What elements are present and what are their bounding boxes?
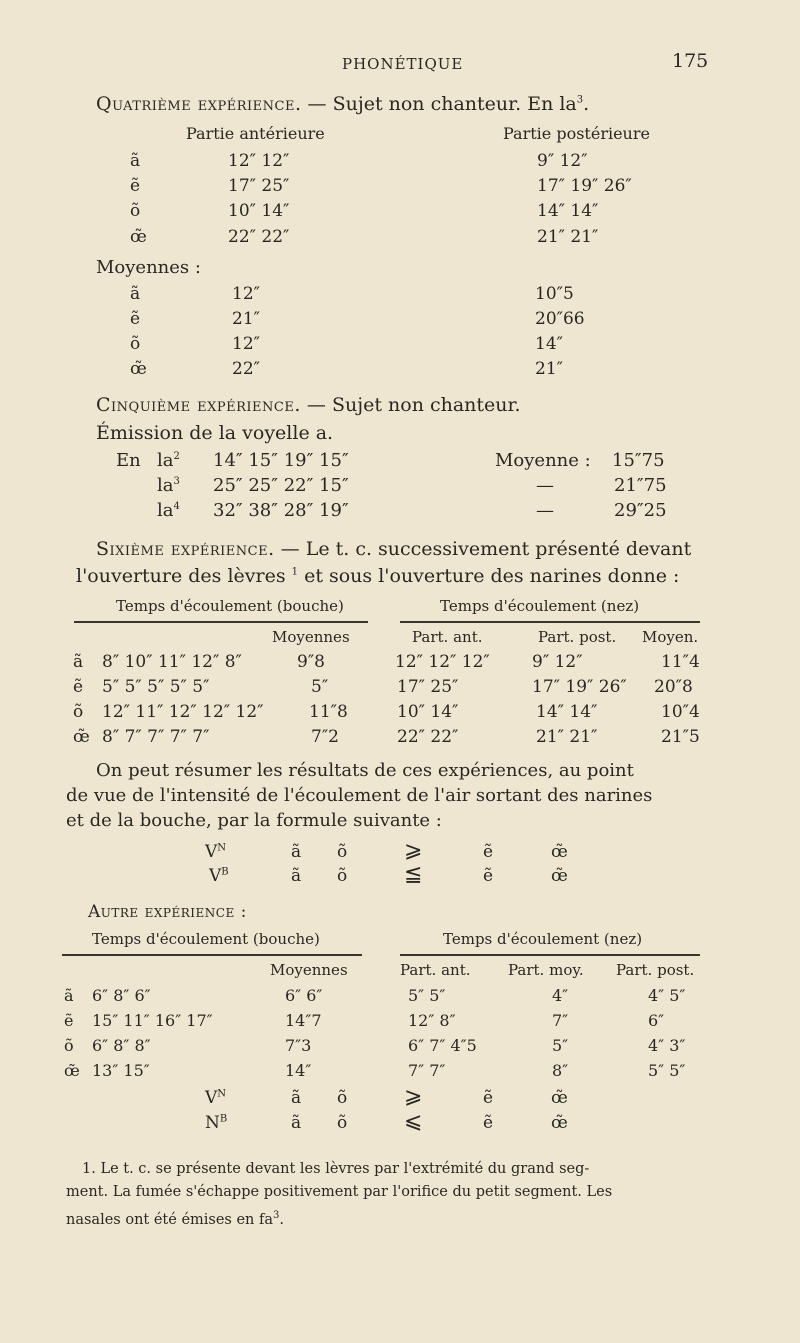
exp4-post: 21″ 21″ bbox=[537, 227, 599, 247]
autre-bouche-moy: 6″ 6″ bbox=[285, 986, 323, 1005]
exp5-moy: 29″25 bbox=[614, 500, 667, 521]
formula-vowel: õ bbox=[337, 1088, 348, 1108]
exp6-title-sc: Sixième expérience. bbox=[96, 538, 275, 560]
autre-nez-ant: 7″ 7″ bbox=[408, 1061, 446, 1080]
moy-ant: 22″ bbox=[232, 359, 260, 379]
exp5-note bbox=[157, 450, 180, 471]
brace-rule bbox=[62, 954, 362, 956]
formula-index: B bbox=[219, 1113, 228, 1125]
formula-operator: ⩾ bbox=[404, 838, 423, 863]
exp6-bouche-moy: 7″2 bbox=[311, 727, 339, 747]
autre-nez-post: 6″ bbox=[648, 1011, 665, 1030]
exp4-col-post: Partie postérieure bbox=[503, 124, 650, 143]
moy-ant: 12″ bbox=[232, 284, 260, 304]
exp6-line2b: et sous l'ouverture des narines donne : bbox=[298, 565, 680, 587]
exp6-sub-post: Part. post. bbox=[538, 628, 617, 646]
formula-vowel: ẽ bbox=[483, 842, 494, 862]
exp6-nez-post: 21″ 21″ bbox=[536, 727, 598, 747]
formula-vowel: õ bbox=[337, 842, 348, 862]
exp6-nez-ant: 12″ 12″ 12″ bbox=[395, 652, 490, 672]
autre-nez-pmoy: 5″ bbox=[552, 1036, 569, 1055]
formula-vowel: œ̃ bbox=[551, 1088, 568, 1108]
autre-bouche-moy: 7″3 bbox=[285, 1036, 312, 1055]
footnote-line: ment. La fumée s'échappe positivement par l'orifice du petit segment. Les bbox=[66, 1184, 613, 1200]
page-number: 175 bbox=[672, 50, 709, 72]
exp5-moy-label: Moyenne : bbox=[495, 450, 591, 471]
autre-vowel: ẽ bbox=[64, 1011, 74, 1030]
exp6-sub-moyen: Moyen. bbox=[642, 628, 699, 646]
exp5-en: En bbox=[116, 450, 141, 471]
autre-nez-ant: 5″ 5″ bbox=[408, 986, 446, 1005]
moy-vowel: ã bbox=[130, 284, 141, 304]
exp6-nez-moy: 20″8 bbox=[654, 677, 693, 697]
formula-vowel: œ̃ bbox=[551, 1113, 568, 1133]
autre-bouche-moy: 14″ bbox=[285, 1061, 312, 1080]
autre-nez-pmoy: 7″ bbox=[552, 1011, 569, 1030]
moy-ant: 21″ bbox=[232, 309, 260, 329]
moy-ant: 12″ bbox=[232, 334, 260, 354]
exp5-note-octave: 3 bbox=[173, 476, 180, 487]
exp4-post: 14″ 14″ bbox=[537, 201, 599, 221]
autre-nez-ant: 6″ 7″ 4″5 bbox=[408, 1036, 477, 1055]
formula-vowel: õ bbox=[337, 1113, 348, 1133]
summary-line: On peut résumer les résultats de ces expériences, au point bbox=[96, 760, 634, 781]
summary-line: et de la bouche, par la formule suivante : bbox=[66, 810, 442, 831]
running-header: PHONÉTIQUE bbox=[342, 55, 464, 73]
exp6-bouche-moy: 11″8 bbox=[309, 702, 348, 722]
formula-vowel: œ̃ bbox=[551, 866, 568, 886]
formula-vowel: õ bbox=[337, 866, 348, 886]
exp6-nez-post: 9″ 12″ bbox=[532, 652, 583, 672]
footnote-end: . bbox=[279, 1211, 285, 1228]
autre-vowel: ã bbox=[64, 986, 74, 1005]
exp4-title-rest: — Sujet non chanteur. En la bbox=[301, 93, 577, 115]
exp5-title-rest: — Sujet non chanteur. bbox=[300, 394, 521, 416]
exp5-moy: 15″75 bbox=[612, 450, 665, 471]
exp6-nez-post: 14″ 14″ bbox=[536, 702, 598, 722]
autre-sub-post: Part. post. bbox=[616, 961, 695, 979]
formula-vowel: ẽ bbox=[483, 866, 494, 886]
exp6-line2a: l'ouverture des lèvres bbox=[76, 565, 292, 587]
exp6-vowel: ã bbox=[73, 652, 84, 672]
formula-vowel: ẽ bbox=[483, 1088, 494, 1108]
formula-operator: ⩽ bbox=[404, 1109, 423, 1134]
exp5-note-octave: 2 bbox=[173, 451, 180, 462]
exp4-title-sup: 3 bbox=[576, 94, 584, 106]
exp4-vowel: œ̃ bbox=[130, 227, 147, 247]
exp5-vals: 32″ 38″ 28″ 19″ bbox=[213, 500, 349, 521]
autre-vowel: œ̃ bbox=[64, 1061, 80, 1080]
exp4-post: 17″ 19″ 26″ bbox=[537, 176, 632, 196]
exp6-bouche-moy: 9″8 bbox=[297, 652, 325, 672]
autre-title: Autre expérience : bbox=[88, 902, 247, 922]
footnote-line: 1. Le t. c. se présente devant les lèvres par l'extrémité du grand seg- bbox=[82, 1161, 590, 1177]
exp6-title bbox=[96, 538, 691, 560]
exp6-sub-moy: Moyennes bbox=[272, 628, 350, 646]
formula-symbol bbox=[205, 842, 226, 862]
moyennes-label: Moyennes : bbox=[96, 257, 201, 278]
exp4-post: 9″ 12″ bbox=[537, 151, 588, 171]
exp6-vowel: ẽ bbox=[73, 677, 84, 697]
exp6-nez-post: 17″ 19″ 26″ bbox=[532, 677, 627, 697]
exp6-line1: — Le t. c. successivement présenté devant bbox=[274, 538, 692, 560]
exp5-note bbox=[157, 500, 180, 521]
formula-v: V bbox=[205, 842, 218, 862]
brace-rule bbox=[400, 621, 700, 623]
exp5-vals: 25″ 25″ 22″ 15″ bbox=[213, 475, 349, 496]
autre-sub-moy: Moyennes bbox=[270, 961, 348, 979]
autre-sub-ant: Part. ant. bbox=[400, 961, 471, 979]
moy-post: 20″66 bbox=[535, 309, 585, 329]
autre-bouche: 6″ 8″ 6″ bbox=[92, 986, 151, 1005]
autre-vowel: õ bbox=[64, 1036, 74, 1055]
autre-nez-pmoy: 8″ bbox=[552, 1061, 569, 1080]
moy-vowel: ẽ bbox=[130, 309, 141, 329]
formula-index: B bbox=[221, 866, 229, 878]
moy-vowel: õ bbox=[130, 334, 141, 354]
formula-vowel: ã bbox=[291, 1113, 302, 1133]
autre-bouche: 6″ 8″ 8″ bbox=[92, 1036, 151, 1055]
autre-nez-post: 4″ 5″ bbox=[648, 986, 686, 1005]
exp4-title-end: . bbox=[583, 93, 590, 115]
autre-head-bouche: Temps d'écoulement (bouche) bbox=[92, 930, 320, 948]
exp6-line2 bbox=[76, 565, 679, 587]
brace-rule bbox=[400, 954, 700, 956]
exp4-title bbox=[96, 93, 589, 115]
formula-vowel: ẽ bbox=[483, 1113, 494, 1133]
autre-bouche: 13″ 15″ bbox=[92, 1061, 150, 1080]
autre-head-nez: Temps d'écoulement (nez) bbox=[443, 930, 643, 948]
exp6-sub-ant: Part. ant. bbox=[412, 628, 483, 646]
formula-v: N bbox=[205, 1113, 220, 1133]
exp6-vowel: œ̃ bbox=[73, 727, 90, 747]
footnote-octave: 3 bbox=[273, 1210, 280, 1221]
exp5-note-octave: 4 bbox=[173, 501, 180, 512]
formula-index: N bbox=[217, 842, 227, 854]
exp6-bouche: 5″ 5″ 5″ 5″ 5″ bbox=[102, 677, 210, 697]
moy-post: 14″ bbox=[535, 334, 563, 354]
exp4-ant: 12″ 12″ bbox=[228, 151, 290, 171]
footnote-line bbox=[66, 1205, 284, 1231]
formula-operator: ⩾ bbox=[404, 1084, 423, 1109]
exp6-head-bouche: Temps d'écoulement (bouche) bbox=[116, 597, 344, 615]
exp6-vowel: õ bbox=[73, 702, 84, 722]
exp5-note bbox=[157, 475, 180, 496]
exp4-vowel: ẽ bbox=[130, 176, 141, 196]
exp5-title-sc: Cinquième expérience. bbox=[96, 394, 301, 416]
exp5-moy: 21″75 bbox=[614, 475, 667, 496]
autre-nez-post: 4″ 3″ bbox=[648, 1036, 686, 1055]
autre-nez-pmoy: 4″ bbox=[552, 986, 569, 1005]
exp6-bouche: 8″ 7″ 7″ 7″ 7″ bbox=[102, 727, 210, 747]
exp5-note-name: la bbox=[157, 475, 174, 496]
exp5-title bbox=[96, 394, 521, 416]
formula-vowel: ã bbox=[291, 866, 302, 886]
moy-vowel: œ̃ bbox=[130, 359, 147, 379]
formula-vowel: ã bbox=[291, 1088, 302, 1108]
formula-symbol bbox=[205, 1113, 227, 1133]
autre-nez-post: 5″ 5″ bbox=[648, 1061, 686, 1080]
autre-bouche-moy: 14″7 bbox=[285, 1011, 322, 1030]
exp5-vals: 14″ 15″ 19″ 15″ bbox=[213, 450, 349, 471]
autre-nez-ant: 12″ 8″ bbox=[408, 1011, 456, 1030]
exp4-col-ant: Partie antérieure bbox=[186, 124, 325, 143]
autre-bouche: 15″ 11″ 16″ 17″ bbox=[92, 1011, 213, 1030]
exp4-ant: 22″ 22″ bbox=[228, 227, 290, 247]
formula-v: V bbox=[205, 1088, 218, 1108]
brace-rule bbox=[74, 621, 368, 623]
exp6-nez-ant: 17″ 25″ bbox=[397, 677, 459, 697]
summary-line: de vue de l'intensité de l'écoulement de l'air sortant des narines bbox=[66, 785, 653, 806]
exp5-moy-label: — bbox=[536, 500, 554, 521]
exp4-ant: 17″ 25″ bbox=[228, 176, 290, 196]
formula-vowel: œ̃ bbox=[551, 842, 568, 862]
exp4-vowel: ã bbox=[130, 151, 141, 171]
autre-sub-pmoy: Part. moy. bbox=[508, 961, 584, 979]
exp5-note-name: la bbox=[157, 500, 174, 521]
formula-operator: ≦ bbox=[404, 862, 423, 887]
exp6-nez-moy: 21″5 bbox=[661, 727, 700, 747]
formula-symbol bbox=[205, 1088, 226, 1108]
exp4-vowel: õ bbox=[130, 201, 141, 221]
formula-index: N bbox=[217, 1088, 227, 1100]
formula-symbol bbox=[209, 866, 229, 886]
exp6-nez-ant: 10″ 14″ bbox=[397, 702, 459, 722]
formula-vowel: ã bbox=[291, 842, 302, 862]
moy-post: 10″5 bbox=[535, 284, 574, 304]
exp5-note-name: la bbox=[157, 450, 174, 471]
exp6-head-nez: Temps d'écoulement (nez) bbox=[440, 597, 640, 615]
exp4-ant: 10″ 14″ bbox=[228, 201, 290, 221]
exp6-nez-moy: 10″4 bbox=[661, 702, 700, 722]
exp6-bouche: 12″ 11″ 12″ 12″ 12″ bbox=[102, 702, 264, 722]
exp5-moy-label: — bbox=[536, 475, 554, 496]
exp5-emission: Émission de la voyelle a. bbox=[96, 422, 334, 444]
footnote-text: nasales ont été émises en fa bbox=[66, 1211, 274, 1228]
footnote-ref: 1 bbox=[291, 566, 299, 578]
formula-v: V bbox=[209, 866, 222, 886]
moy-post: 21″ bbox=[535, 359, 563, 379]
exp6-nez-moy: 11″4 bbox=[661, 652, 700, 672]
exp6-bouche-moy: 5″ bbox=[311, 677, 329, 697]
exp4-title-sc: Quatrième expérience. bbox=[96, 93, 302, 115]
exp6-bouche: 8″ 10″ 11″ 12″ 8″ bbox=[102, 652, 242, 672]
exp6-nez-ant: 22″ 22″ bbox=[397, 727, 459, 747]
